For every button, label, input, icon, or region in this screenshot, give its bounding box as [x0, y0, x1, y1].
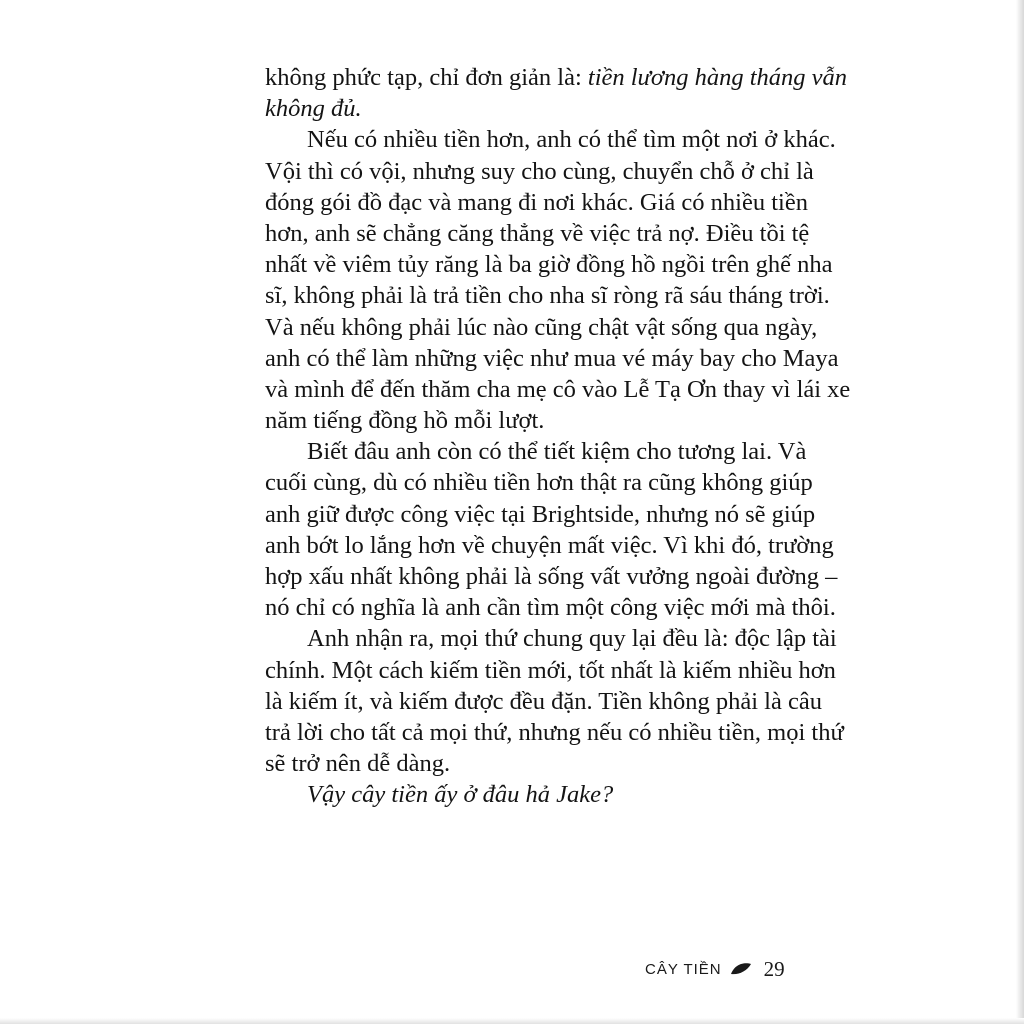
body-text: [265, 62, 851, 811]
text-segment: tiền lương hàng tháng vẫn: [587, 64, 848, 91]
text-segment: cuối cùng, dù có nhiều tiền hơn thật ra cũng không giúp: [265, 469, 813, 497]
page-edge-shadow-bottom: [0, 1018, 1024, 1024]
text-segment: Nếu có nhiều tiền hơn, anh có thể tìm một nơi ở khác.: [307, 126, 836, 154]
text-line: [265, 312, 818, 343]
text-line: [265, 343, 839, 374]
text-segment: hợp xấu nhất không phải là sống vất vưởng ngoài đường –: [265, 563, 838, 590]
text-segment: trả lời cho tất cả mọi thứ, nhưng nếu có nhiều tiền, mọi thứ: [265, 718, 844, 746]
text-line: [265, 62, 848, 93]
text-segment: nó chỉ có nghĩa là anh cần tìm một công việc mới mà thôi.: [265, 594, 836, 622]
text-line: [265, 592, 836, 623]
text-segment: Anh nhận ra, mọi thứ chung quy lại đều là: độc lập tài: [307, 625, 837, 653]
text-line: [265, 218, 810, 249]
page-footer: [645, 954, 785, 984]
text-segment: là kiếm ít, và kiếm được đều đặn. Tiền không phải là câu: [265, 687, 822, 715]
text-line: [265, 405, 787, 436]
text-segment: nhất về viêm tủy răng là ba giờ đồng hồ ngồi trên ghế nha: [265, 251, 833, 279]
text-line: [265, 436, 807, 467]
text-line: [265, 249, 833, 280]
text-segment: anh giữ được công việc tại Brightside, nhưng nó sẽ giúp: [265, 500, 816, 528]
running-head: CÂY TIỀN: [645, 960, 722, 978]
text-line: [265, 779, 787, 810]
text-line: [265, 280, 830, 311]
text-segment: anh có thể làm những việc như mua vé máy bay cho Maya: [265, 344, 839, 372]
text-segment: anh bớt lo lắng hơn về chuyện mất việc. Vì khi đó, trường: [265, 531, 834, 559]
text-line: [265, 467, 813, 498]
leaf-icon: [730, 962, 752, 976]
page-edge-shadow: [1016, 0, 1024, 1024]
text-segment: và mình để đến thăm cha mẹ cô vào Lễ Tạ Ơn thay vì lái xe: [265, 375, 851, 403]
text-segment: Biết đâu anh còn có thể tiết kiệm cho tương lai. Và: [307, 438, 807, 466]
text-segment: không phức tạp, chỉ đơn giản là:: [265, 64, 588, 91]
text-segment: Và nếu không phải lúc nào cũng chật vật sống qua ngày,: [265, 313, 818, 341]
text-line: [265, 748, 787, 779]
text-line: [265, 655, 836, 686]
text-segment: chính. Một cách kiếm tiền mới, tốt nhất là kiếm nhiều hơn: [265, 656, 836, 684]
text-segment: Vậy cây tiền ấy ở đâu hả Jake?: [307, 781, 614, 809]
text-line: [265, 499, 816, 530]
text-line: [265, 187, 808, 218]
text-segment: không đủ.: [265, 95, 362, 123]
text-line: [265, 561, 838, 592]
text-line: [265, 156, 814, 187]
text-segment: sẽ trở nên dễ dàng.: [265, 750, 451, 778]
text-line: [265, 686, 822, 717]
text-line: [265, 124, 836, 155]
text-line: [265, 623, 837, 654]
text-line: [265, 374, 851, 405]
text-segment: hơn, anh sẽ chẳng căng thẳng về việc trả nợ. Điều tồi tệ: [265, 219, 810, 247]
text-line: [265, 717, 844, 748]
text-segment: sĩ, không phải là trả tiền cho nha sĩ ròng rã sáu tháng trời.: [265, 282, 830, 310]
text-segment: đóng gói đồ đạc và mang đi nơi khác. Giá có nhiều tiền: [265, 188, 808, 216]
text-line: [265, 93, 787, 124]
page-number: 29: [763, 956, 785, 981]
text-segment: năm tiếng đồng hồ mỗi lượt.: [265, 407, 545, 435]
text-line: [265, 530, 834, 561]
text-segment: Vội thì có vội, nhưng suy cho cùng, chuyển chỗ ở chỉ là: [265, 157, 814, 185]
